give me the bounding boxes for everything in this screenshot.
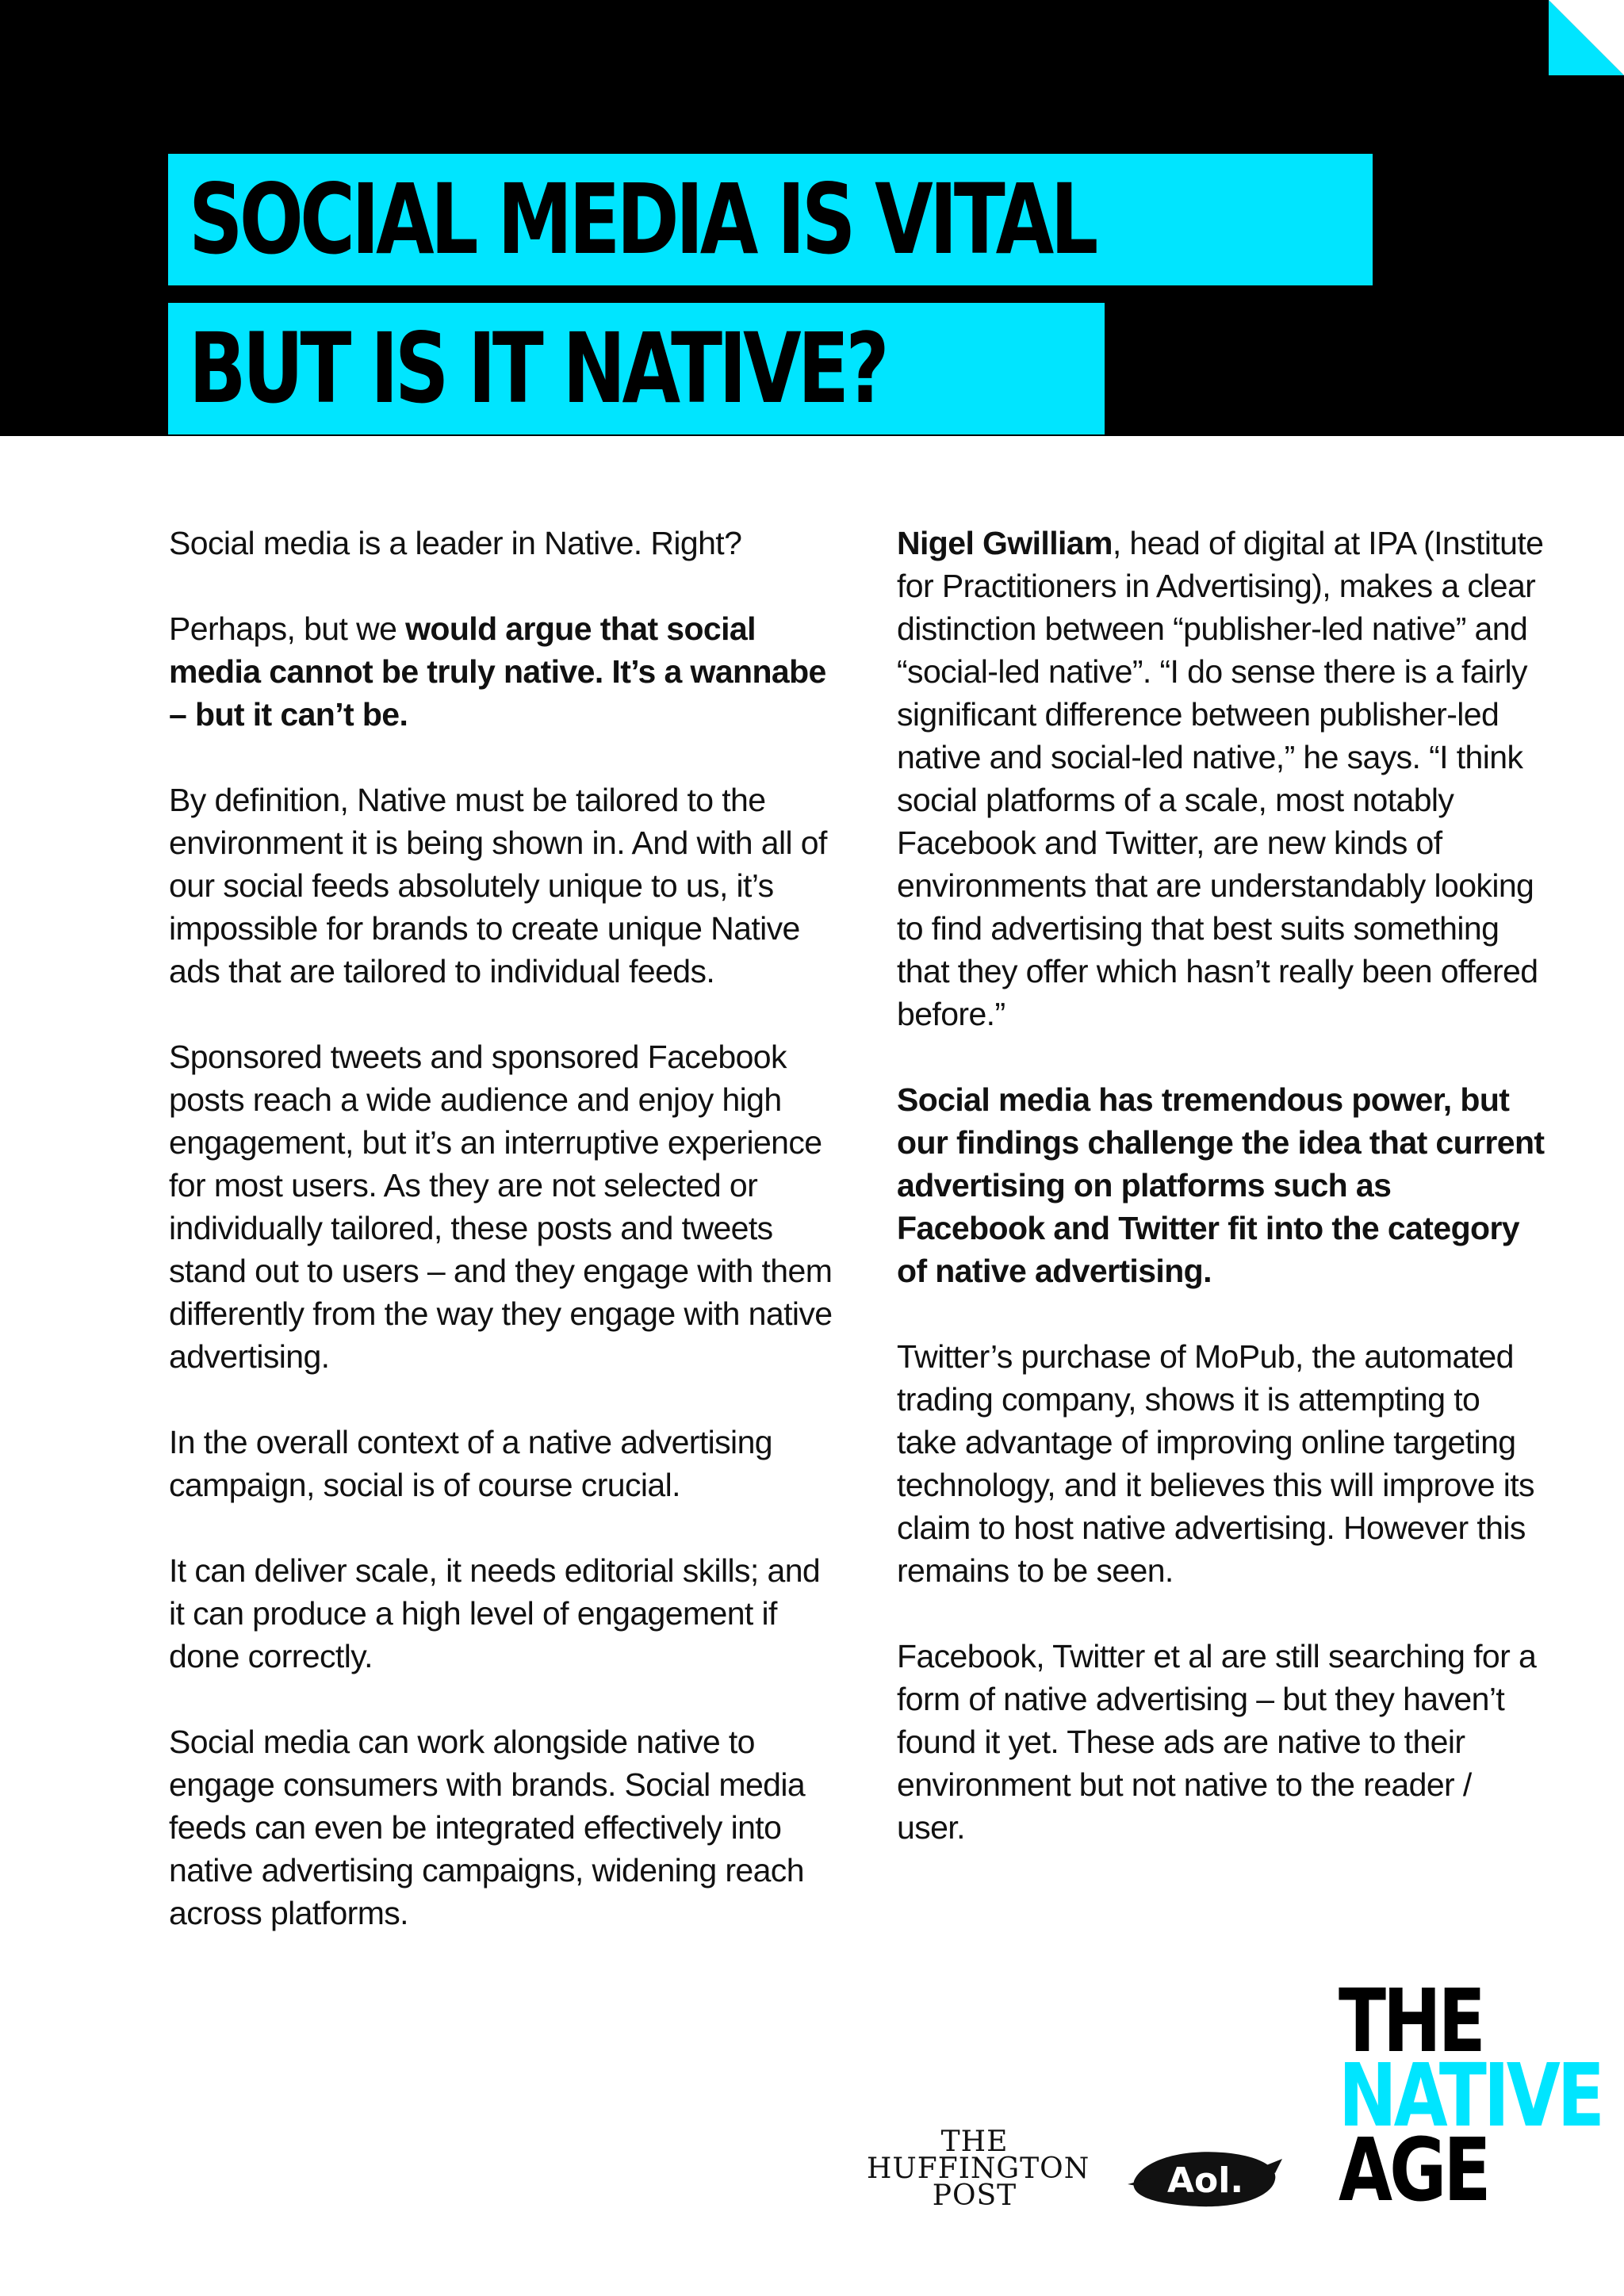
paragraph: By definition, Native must be tailored to the environment it is being shown in. And with all of our social feeds absolutely unique to us, it’s impossible for brands to create unique Native ads that are tailored to individual feeds. xyxy=(169,782,827,989)
page-title-line-2: BUT IS IT NATIVE? xyxy=(168,303,1105,434)
left-column xyxy=(169,522,835,1977)
logo-line: AGE xyxy=(1339,2119,1488,2221)
paragraph-bold-text: Social media has tremendous power, but our findings challenge the idea that current advertising on platforms such as Facebook and Twitter fit into the category of native advertising. xyxy=(897,1081,1545,1289)
the-native-age-logo xyxy=(1339,1970,1624,2221)
paragraph: Social media can work alongside native to engage consumers with brands. Social media feeds can even be integrated effectively into native advertising campaigns, widening reach across platforms. xyxy=(169,1724,806,1931)
logo-line: POST xyxy=(932,2179,1017,2212)
page-title-line-1: SOCIAL MEDIA IS VITAL xyxy=(168,154,1373,285)
paragraph xyxy=(897,522,1547,1035)
huffington-post-logo xyxy=(867,2126,1090,2212)
paragraph-bold-text: would argue that social media cannot be truly native. It’s a wannabe – but it can’t be. xyxy=(169,610,826,733)
paragraph: Social media is a leader in Native. Right? xyxy=(169,525,742,561)
paragraph-bold-text: Nigel Gwilliam xyxy=(897,525,1113,561)
paragraph: It can deliver scale, it needs editorial skills; and it can produce a high level of engagement if done correctly. xyxy=(169,1552,821,1674)
logo-line: THE xyxy=(940,2126,1009,2158)
logo-line: THE xyxy=(1339,1970,1483,2072)
paragraph-text: Perhaps, but we xyxy=(169,610,406,647)
logo-line: HUFFINGTON xyxy=(867,2152,1090,2185)
paragraph xyxy=(897,1078,1547,1292)
logo-line: NATIVE xyxy=(1339,2045,1602,2146)
page-corner-fold-icon xyxy=(1549,0,1624,75)
paragraph xyxy=(169,607,835,736)
paragraph: Sponsored tweets and sponsored Facebook posts reach a wide audience and enjoy high engagement, but it’s an interruptive experience for most users. As they are not selected or individually tailored, these posts and tweets stand out to users – and they engage with them differently from the way they engage with native advertising. xyxy=(169,1039,833,1375)
right-column xyxy=(897,522,1547,1892)
paragraph: Twitter’s purchase of MoPub, the automated trading company, shows it is attempting to take advantage of improving online targeting technology, and it believes this will improve its claim to host native advertising. However this remains to be seen. xyxy=(897,1338,1534,1589)
aol-logo-text: Aol. xyxy=(1166,2160,1244,2201)
paragraph-text: , head of digital at IPA (Institute for Practitioners in Advertising), makes a clear distinction between “publisher-led native” and “social-led native”. “I do sense there is a fairly significant difference between publisher-led native and social-led native,” he says. “I think social platforms of a scale, most notably Facebook and Twitter, are new kinds of environments that are understandably looking to find advertising that best suits something that they offer which hasn’t really been offered before.” xyxy=(897,525,1544,1032)
paragraph: In the overall context of a native advertising campaign, social is of course crucial. xyxy=(169,1424,772,1503)
aol-logo xyxy=(1128,2135,1282,2222)
header-banner xyxy=(0,0,1624,436)
paragraph: Facebook, Twitter et al are still searching for a form of native advertising – but they haven’t found it yet. These ads are native to their environment but not native to the reader / user. xyxy=(897,1638,1537,1846)
